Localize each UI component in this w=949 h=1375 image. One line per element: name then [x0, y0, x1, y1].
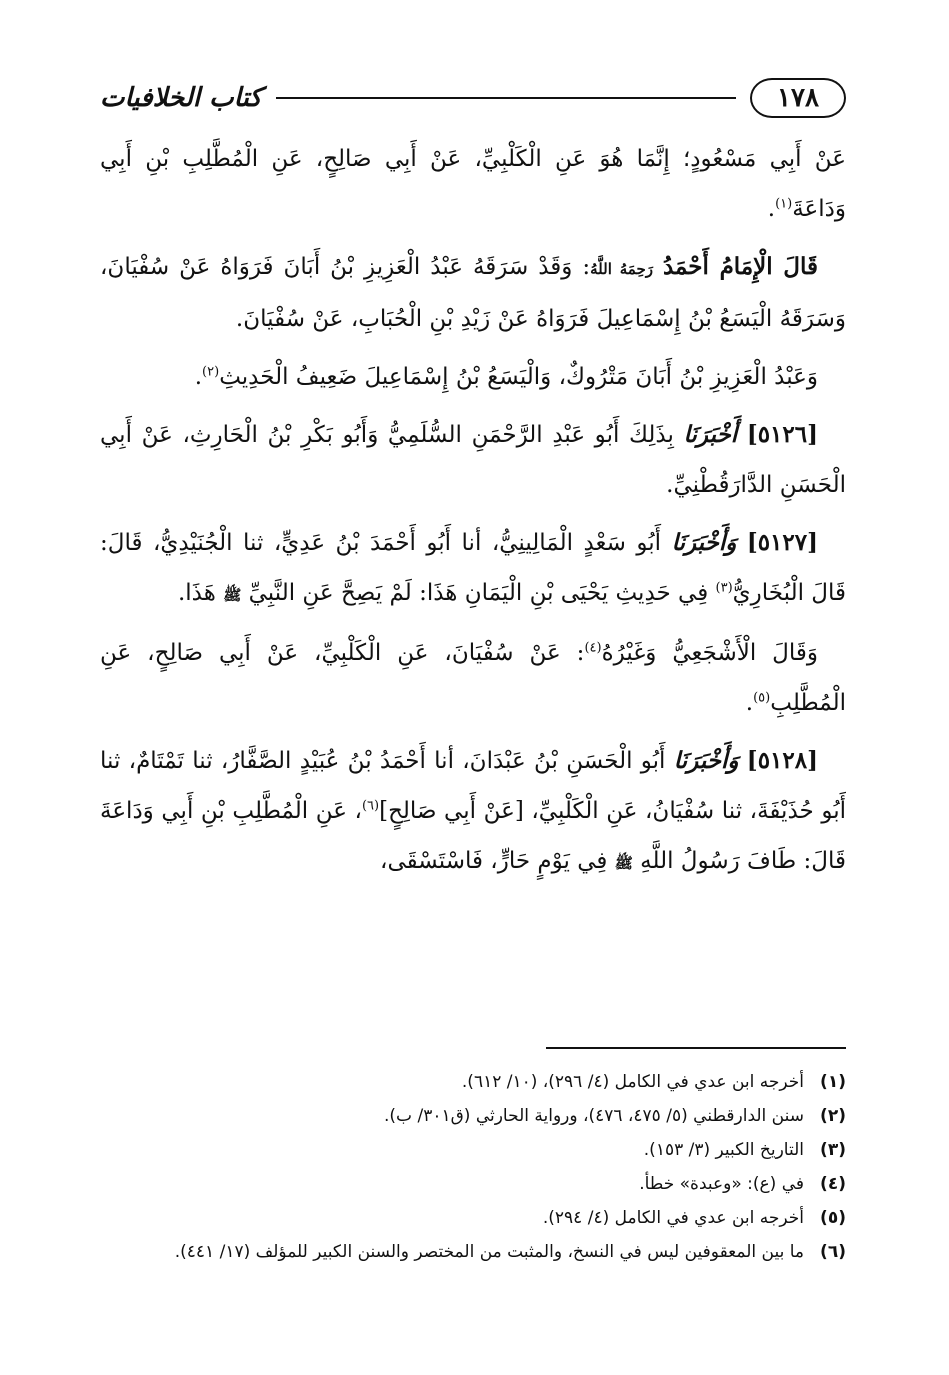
footnote-text: في (ع): «وعبدة» خطأ. — [639, 1174, 804, 1194]
note-ref-3: (٣) — [715, 580, 733, 596]
imam-ahmad-label: قَالَ الْإِمَامُ أَحْمَدُ — [662, 253, 819, 280]
footnote-number: (٦) — [820, 1242, 846, 1262]
hadith-number: [٥١٢٧] — [746, 529, 819, 556]
paragraph-3-text: وَعَبْدُ الْعَزِيزِ بْنُ أَبَانَ مَتْرُوكٌ، وَالْيَسَعُ بْنُ إِسْمَاعِيلَ ضَعِيفُ الْحَدِيثِ — [219, 364, 818, 390]
paragraph-6: وَقَالَ الْأَشْجَعِيُّ وَغَيْرُهُ$^{(٤)}$: عَنْ سُفْيَانَ، عَنِ الْكَلْبِيِّ، عَنْ أَبِي صَالِحٍ، عَنِ الْمُطَّلِبِ$^{(٥)}$. — [100, 640, 846, 716]
paragraph-2 — [100, 242, 846, 344]
footnote — [100, 1099, 846, 1133]
footnote-number: (٥) — [820, 1208, 846, 1228]
paragraph-6-text: وَقَالَ الْأَشْجَعِيُّ وَغَيْرُهُ — [601, 640, 818, 666]
footnote-text: التاريخ الكبير (٣/ ١٥٣). — [643, 1140, 804, 1160]
page-header — [100, 72, 846, 124]
book-title: كتاب الخلافيات — [100, 83, 262, 113]
hadith-number: [٥١٢٨] — [746, 747, 818, 774]
hadith-text: فِي حَدِيثِ يَحْيَى بْنِ الْيَمَانِ هَذَا: لَمْ يَصِحَّ عَنِ النَّبِيِّ — [248, 580, 709, 606]
footnote — [100, 1133, 846, 1167]
footnote — [100, 1167, 846, 1201]
footnote-text: أخرجه ابن عدي في الكامل (٤/ ٢٩٦)، (١٠/ ٦١٢). — [461, 1072, 804, 1092]
narration-term: وَأَخْبَرَنَا — [671, 529, 737, 556]
footnote — [100, 1235, 846, 1269]
hadith-text: بِذَلِكَ أَبُو عَبْدِ الرَّحْمَنِ السُّلَمِيُّ وَأَبُو بَكْرِ بْنُ الْحَارِثِ، عَنْ أَبِي الْحَسَنِ الدَّارَقُطْنِيِّ. — [100, 422, 846, 498]
footnote — [100, 1065, 846, 1099]
footnotes — [100, 1065, 846, 1269]
hadith-5128 — [100, 736, 846, 888]
honorific-salla-allahu: ﷺ — [223, 586, 242, 604]
note-ref-6: (٦) — [361, 798, 380, 814]
paragraph-6-text: : عَنْ سُفْيَانَ، عَنِ الْكَلْبِيِّ، عَنْ أَبِي صَالِحٍ، عَنِ الْمُطَّلِبِ — [100, 640, 846, 716]
footnote — [100, 1201, 846, 1235]
paragraph-1-text: عَنْ أَبِي مَسْعُودٍ؛ إِنَّمَا هُوَ عَنِ الْكَلْبِيِّ، عَنْ أَبِي صَالِحٍ، عَنِ الْمُطَّلِبِ بْنِ أَبِي وَدَاعَةَ — [100, 146, 846, 222]
hadith-5127 — [100, 518, 846, 620]
narration-term: أَخْبَرَنَا — [683, 421, 738, 448]
hadith-text: أَبُو سَعْدٍ الْمَالِينِيُّ، أنا أَبُو أَحْمَدَ بْنُ عَدِيٍّ، ثنا الْجُنَيْدِيُّ، قَالَ: قَالَ الْبُخَارِيُّ — [100, 530, 846, 606]
footnote-separator — [546, 1047, 846, 1049]
hadith-text: هَذَا. — [177, 580, 216, 606]
footnote-number: (٣) — [820, 1140, 846, 1160]
note-ref-2: (٢) — [202, 364, 220, 380]
footnote-number: (٤) — [820, 1174, 846, 1194]
honorific-rahimahullah: رَحِمَهُ اللَّهُ — [590, 260, 653, 278]
hadith-text: أَبُو الْحَسَنِ بْنُ عَبْدَانَ، أنا أَحْمَدُ بْنُ عُبَيْدٍ الصَّفَّارُ، ثنا تَمْتَامٌ، ثنا أَبُو حُذَيْفَةَ، ثنا سُفْيَانُ، عَنِ الْكَلْبِيِّ، [عَنْ أَبِي صَالِحٍ] — [100, 748, 846, 824]
hadith-number: [٥١٢٦] — [746, 421, 819, 448]
header-rule — [276, 97, 736, 99]
paragraph-2-text: : وَقَدْ سَرَقَهُ عَبْدُ الْعَزِيزِ بْنُ أَبَانَ فَرَوَاهُ عَنْ سُفْيَانَ، وَسَرَقَهُ الْيَسَعُ بْنُ إِسْمَاعِيلَ فَرَوَاهُ عَنْ زَيْدِ بْنِ الْحُبَابِ، عَنْ سُفْيَانَ. — [100, 254, 846, 332]
hadith-5126 — [100, 410, 846, 510]
body-text — [100, 134, 846, 1039]
footnote-text: أخرجه ابن عدي في الكامل (٤/ ٢٩٤). — [542, 1208, 804, 1228]
footnote-number: (٢) — [820, 1106, 846, 1126]
note-ref-4: (٤) — [584, 640, 602, 656]
footnote-number: (١) — [820, 1072, 846, 1092]
page-number: ١٧٨ — [750, 78, 846, 118]
footnote-text: سنن الدارقطني (٥/ ٤٧٥، ٤٧٦)، ورواية الحارثي (ق٣٠١/ ب). — [384, 1106, 804, 1126]
narration-term: وَأَخْبَرَنَا — [673, 747, 739, 774]
paragraph-1: عَنْ أَبِي مَسْعُودٍ؛ إِنَّمَا هُوَ عَنِ الْكَلْبِيِّ، عَنْ أَبِي صَالِحٍ، عَنِ الْمُطَّلِبِ بْنِ أَبِي وَدَاعَةَ$^{(١)}$. — [100, 146, 846, 222]
footnote-text: ما بين المعقوفين ليس في النسخ، والمثبت من المختصر والسنن الكبير للمؤلف (١٧/ ٤٤١). — [174, 1242, 804, 1262]
paragraph-3: وَعَبْدُ الْعَزِيزِ بْنُ أَبَانَ مَتْرُوكٌ، وَالْيَسَعُ بْنُ إِسْمَاعِيلَ ضَعِيفُ الْحَدِيثِ$^{(٢)}$. — [194, 364, 818, 390]
hadith-text: ، عَنِ الْمُطَّلِبِ بْنِ أَبِي وَدَاعَةَ قَالَ: طَافَ رَسُولُ اللَّهِ — [100, 798, 846, 874]
note-ref-1: (١) — [775, 196, 793, 212]
honorific-salla-allahu: ﷺ — [614, 854, 633, 872]
note-ref-5: (٥) — [753, 690, 771, 706]
document-page — [100, 72, 846, 1312]
hadith-text: فِي يَوْمٍ حَارٍّ، فَاسْتَسْقَى، — [380, 848, 608, 874]
